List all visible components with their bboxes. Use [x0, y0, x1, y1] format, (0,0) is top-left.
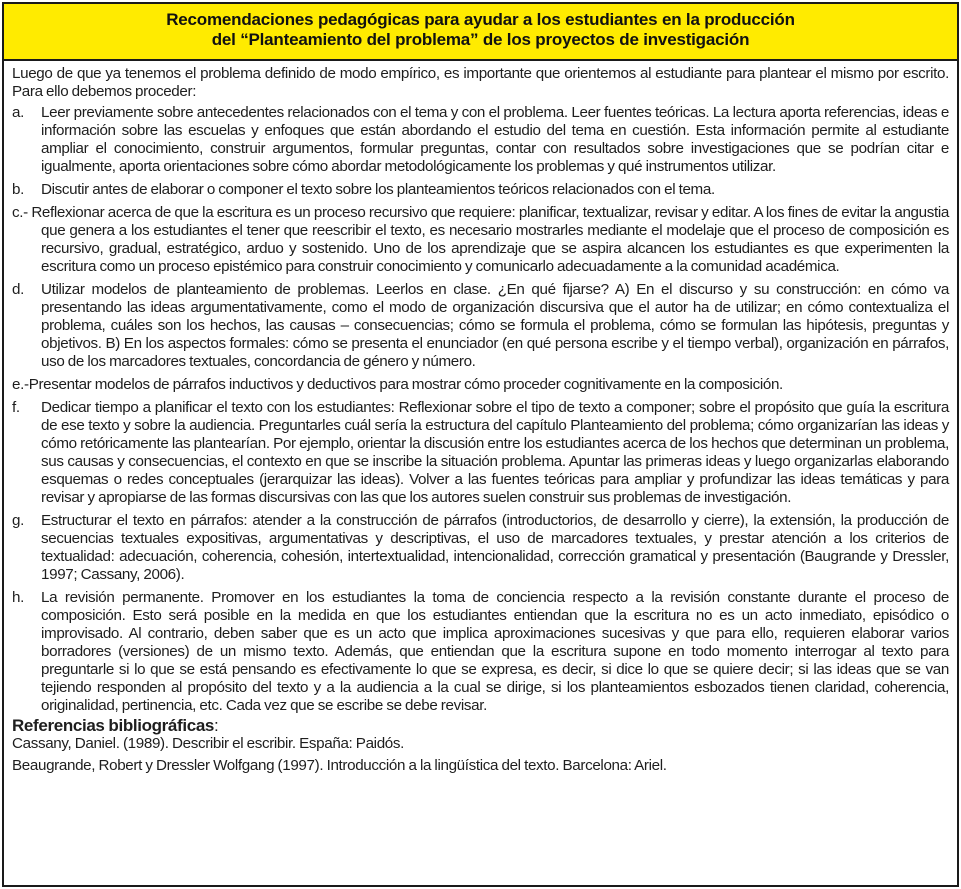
list-item-b	[12, 181, 949, 199]
title-line-1: Recomendaciones pedagógicas para ayudar a los estudiantes en la producción	[166, 10, 795, 29]
intro-paragraph: Luego de que ya tenemos el problema definido de modo empírico, es importante que orientemos al estudiante para plantear el mismo por escrito. Para ello debemos proceder:	[12, 65, 949, 100]
references-heading-text: Referencias bibliográficas	[12, 716, 215, 735]
box-header	[4, 4, 957, 61]
references-heading	[12, 716, 949, 735]
title-line-2: del “Planteamiento del problema” de los proyectos de investigación	[211, 29, 750, 49]
item-text: Presentar modelos de párrafos inductivos y deductivos para mostrar cómo proceder cognitivamente en la composición.	[28, 376, 783, 393]
item-text: Discutir antes de elaborar o componer el texto sobre los planteamientos teóricos relacionados con el tema.	[41, 181, 715, 198]
list-item-a	[12, 104, 949, 176]
recommendations-box	[2, 2, 959, 887]
reference-entry: Cassany, Daniel. (1989). Describir el escribir. España: Paidós.	[12, 735, 405, 752]
list-item-d	[12, 281, 949, 371]
item-label: e.-	[12, 376, 29, 393]
list-item-h	[12, 589, 949, 715]
item-text: Estructurar el texto en párrafos: atender a la construcción de párrafos (introductorios, de desarrollo y cierre), la extensión, la producción de secuencias textuales expositivas, argumentativas y descriptivas, el uso de marcadores textuales, y prestar atención a los criterios de textualidad: adecuación, coherencia, cohesión, intertextualidad, intencionalidad, corrección gramatical y presentación (Baugrande y Dressler, 1997; Cassany, 2006).	[41, 512, 949, 583]
item-label: d.	[12, 281, 24, 298]
item-text: Reflexionar acerca de que la escritura es un proceso recursivo que requiere: planificar, textualizar, revisar y editar. A los fines de evitar la angustia que genera a los estudiantes el tener que reescribir el texto, es necesario mostrarles mediante el modelaje que el proceso de composición es recursivo, gradual, estratégico, arduo y sostenido. Uno de los aprendizaje que se aspira alcancen los estudiantes es que experimenten la escritura como un proceso epistémico para construir conocimiento y comunicarlo adecuadamente a la comunidad académica.	[31, 204, 949, 275]
item-text: Dedicar tiempo a planificar el texto con los estudiantes: Reflexionar sobre el tipo de texto a componer; sobre el propósito que guía la escritura de ese texto y sobre la audiencia. Preguntarles cuál sería la estructura del capítulo Planteamiento del problema; cómo organizarían las ideas y cómo retóricamente las plantearían. Por ejemplo, orientar la discusión entre los estudiantes acerca de los hechos que determinan un problema, sus causas y consecuencias, el contexto en que se inscribe la situación problema. Apuntar las primeras ideas y luego organizarlas elaborando esquemas o redes conceptuales (jerarquizar las ideas). Volver a las fuentes teóricas para ampliar y profundizar las ideas temáticas y para revisar y apropiarse de las formas discursivas con las que los autores suelen construir sus problemas de investigación.	[41, 399, 949, 506]
item-text: Leer previamente sobre antecedentes relacionados con el tema y con el problema. Leer fuentes teóricas. La lectura aporta referencias, ideas e información sobre las escuelas y enfoques que están abordando el estudio del tema en cuestión. Esta información permite al estudiante ampliar el conocimiento, construir argumentos, formular preguntas, contar con resultados sobre investigaciones que se podrían citar e igualmente, aporta orientaciones sobre cómo abordar metodológicamente los problemas y qué instrumentos utilizar.	[41, 104, 949, 175]
item-label: a.	[12, 104, 24, 121]
item-label: c.-	[12, 204, 28, 221]
item-label: g.	[12, 512, 24, 529]
item-text: La revisión permanente. Promover en los estudiantes la toma de conciencia respecto a la revisión constante durante el proceso de composición. Esto será posible en la medida en que los estudiantes entiendan que la escritura no es un acto inmediato, episódico o improvisado. Al contrario, deben saber que es un acto que implica aproximaciones sucesivas y que para ello, requieren elaborar varios borradores (versiones) de un mismo texto. Además, que entiendan que la escritura supone en todo momento interrogar al texto para preguntarle si lo que se está pensando es efectivamente lo que se expresa, es decir, si dice lo que se quiere decir; si las ideas que se van tejiendo responden al propósito del texto y a la audiencia a la cual se dirige, si los planteamientos esbozados tienen claridad, coherencia, originalidad, pertinencia, etc. Cada vez que se escribe se debe revisar.	[41, 589, 949, 714]
list-item-f	[12, 399, 949, 507]
item-text: Utilizar modelos de planteamiento de problemas. Leerlos en clase. ¿En qué fijarse? A) En el discurso y su construcción: en cómo va presentando las ideas argumentativamente, como el modo de organización discursiva que el autor ha de utilizar; en cómo contextualiza el problema, cuáles son los hechos, las causas – consecuencias; cómo se formula el problema, cómo se formulan las hipótesis, preguntas y objetivos. B) En los aspectos formales: cómo se presenta el enunciador (en qué persona escribe y el tiempo verbal), organización en párrafos, uso de los marcadores textuales, concordancia de género y número.	[41, 281, 949, 370]
item-label: b.	[12, 181, 24, 198]
references-heading-colon: :	[214, 716, 219, 735]
item-label: f.	[12, 399, 20, 416]
list-item-e	[12, 376, 949, 394]
item-label: h.	[12, 589, 24, 606]
reference-entry: Beaugrande, Robert y Dressler Wolfgang (1997). Introducción a la lingüística del texto. Barcelona: Ariel.	[12, 757, 667, 774]
box-content	[4, 61, 957, 775]
list-item-g	[12, 512, 949, 584]
list-item-c	[12, 204, 949, 276]
